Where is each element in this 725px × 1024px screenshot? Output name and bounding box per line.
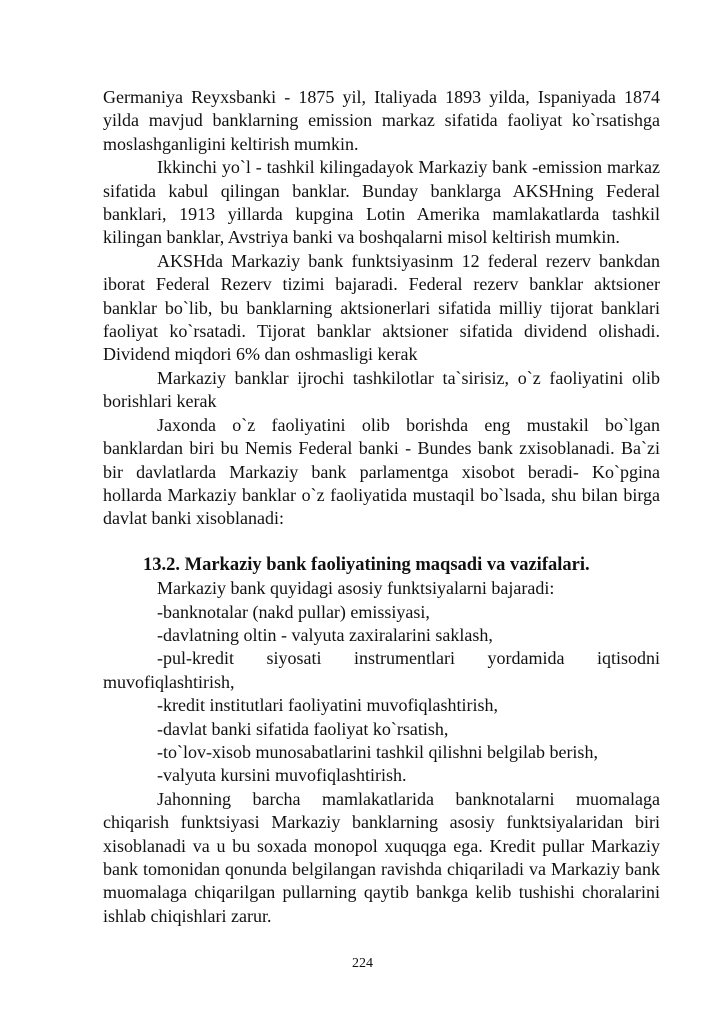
paragraph-second-way: Ikkinchi yo`l - tashkil kilingadayok Markaziy bank -emission markaz sifatida kabul qilingan banklar. Bunday banklarga AKSHning Federal banklari, 1913 yillarda kupgina Lotin Amerika mamlakatlarda tashkil kilingan banklar, Avstriya banki va boshqalarni misol keltirish mumkin. bbox=[103, 157, 660, 248]
page-number: 224 bbox=[352, 956, 373, 971]
list-item: -to`lov-xisob munosabatlarini tashkil qilishni belgilab berish, bbox=[157, 741, 598, 762]
list-item: -valyuta kursini muvofiqlashtirish. bbox=[157, 765, 407, 786]
paragraph-bundesbank: Jaxonda o`z faoliyatini olib borishda eng mustakil bo`lgan banklardan biri bu Nemis Federal banki - Bundes bank zxisoblanadi. Ba`zi bir davlatlarda Markaziy bank parlamentga xisobot beradi- Ko`pgina hollarda Markaziy banklar o`z faoliyatida mustaqil bo`lsada, shu bilan birga davlat banki xisoblanadi: bbox=[103, 414, 660, 529]
list-item: -davlatning oltin - valyuta zaxiralarini saklash, bbox=[157, 624, 493, 645]
paragraph-banknote-issuance: Jahonning barcha mamlakatlarida banknotalarni muomalaga chiqarish funktsiyasi Markaziy banklarning asosiy funktsiyalaridan biri xisoblanadi va u bu soxada monopol xuquqga ega. Kredit pullar Markaziy bank tomonidan qonunda belgilangan ravishda chiqariladi va Markaziy bank muomalaga chiqarilgan pullarning qaytib bankga kelib tushishi choralarini ishlab chiqishlari zarur. bbox=[103, 788, 660, 926]
section-heading: 13.2. Markaziy bank faoliyatining maqsadi va vazifalari. bbox=[143, 554, 590, 575]
document-page bbox=[103, 86, 660, 928]
paragraph-federal-reserve: AKSHda Markaziy bank funktsiyasinm 12 federal rezerv bankdan iborat Federal Rezerv tizimi bajaradi. Federal rezerv banklar aktsioner banklar bo`lib, bu banklarning aktsionerlari sifatida milliy tijorat banklari faoliyat ko`rsatadi. Tijorat banklar aktsioner sifatida dividend olishadi. Dividend miqdori 6% dan oshmasligi kerak bbox=[103, 250, 660, 365]
paragraph-germany-italy-spain: Germaniya Reyxsbanki - 1875 yil, Italiyada 1893 yilda, Ispaniyada 1874 yilda mavjud banklarning emission markaz sifatida faoliyat ko`rsatishga moslashganligini keltirish mumkin. bbox=[103, 87, 660, 154]
list-item: -banknotalar (nakd pullar) emissiyasi, bbox=[157, 601, 430, 622]
section-intro: Markaziy bank quyidagi asosiy funktsiyalarni bajaradi: bbox=[157, 578, 555, 599]
list-item: -pul-kredit siyosati instrumentlari yordamida iqtisodni muvofiqlashtirish, bbox=[103, 648, 660, 692]
paragraph-independence: Markaziy banklar ijrochi tashkilotlar ta`sirisiz, o`z faoliyatini olib borishlari kerak bbox=[103, 367, 660, 412]
list-item: -davlat banki sifatida faoliyat ko`rsatish, bbox=[157, 718, 449, 739]
list-item: -kredit institutlari faoliyatini muvofiqlashtirish, bbox=[157, 695, 498, 716]
